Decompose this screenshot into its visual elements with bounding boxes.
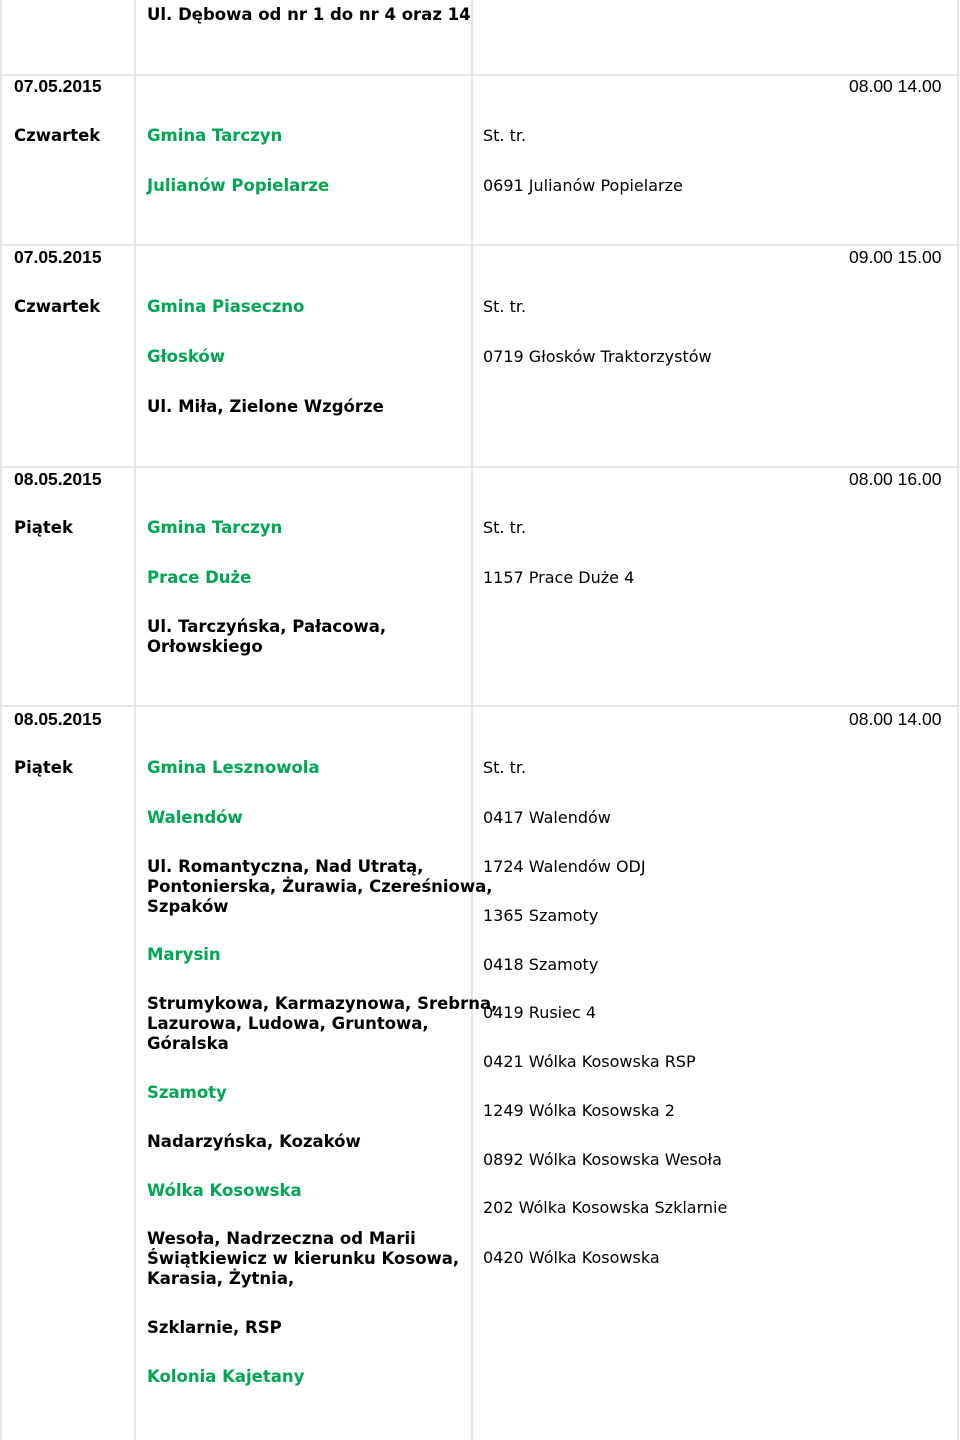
gmina-name: Gmina Lesznowola <box>147 758 320 777</box>
street-list: Wesoła, Nadrzeczna od Marii <box>147 1229 416 1248</box>
station-name: 202 Wólka Kosowska Szklarnie <box>483 1198 728 1217</box>
hours: 08.00 14.00 <box>849 76 942 96</box>
row-divider <box>0 74 960 76</box>
station-name: 0691 Julianów Popielarze <box>483 176 683 195</box>
row-divider <box>0 466 960 468</box>
locality-name: Kolonia Kajetany <box>147 1367 305 1386</box>
locality-name: Głosków <box>147 347 225 366</box>
station-name: 0419 Rusiec 4 <box>483 1003 597 1022</box>
date: 07.05.2015 <box>14 247 102 267</box>
station-type: St. tr. <box>483 758 527 777</box>
street-list: Ul. Miła, Zielone Wzgórze <box>147 397 384 416</box>
station-name: 0421 Wólka Kosowska RSP <box>483 1052 696 1071</box>
locality-name: Szamoty <box>147 1083 227 1102</box>
hours: 08.00 14.00 <box>849 709 942 729</box>
locality-name: Marysin <box>147 945 221 964</box>
station-name: 1365 Szamoty <box>483 906 599 925</box>
row-divider <box>0 244 960 246</box>
weekday: Piątek <box>14 518 73 537</box>
hours: 09.00 15.00 <box>849 247 942 267</box>
gmina-name: Gmina Tarczyn <box>147 518 283 537</box>
column-divider <box>471 0 473 1440</box>
street-list: Pontonierska, Żurawia, Czereśniowa, <box>147 877 493 896</box>
locality-name: Wólka Kosowska <box>147 1181 302 1200</box>
hours: 08.00 16.00 <box>849 469 942 489</box>
station-name: 1249 Wólka Kosowska 2 <box>483 1101 675 1120</box>
street-list: Góralska <box>147 1034 229 1053</box>
locality-name: Julianów Popielarze <box>147 176 330 195</box>
street-list: Szpaków <box>147 897 229 916</box>
weekday: Piątek <box>14 758 73 777</box>
street-list: Świątkiewicz w kierunku Kosowa, <box>147 1249 460 1268</box>
date: 08.05.2015 <box>14 469 102 489</box>
station-name: 0892 Wólka Kosowska Wesoła <box>483 1150 722 1169</box>
table-border-right <box>957 0 959 1440</box>
table-border-left <box>0 0 2 1440</box>
street-list: Ul. Dębowa od nr 1 do nr 4 oraz 14 <box>147 5 471 24</box>
weekday: Czwartek <box>14 297 101 316</box>
date: 08.05.2015 <box>14 709 102 729</box>
station-name: 0420 Wólka Kosowska <box>483 1248 660 1267</box>
station-name: 0417 Walendów <box>483 808 611 827</box>
locality-name: Prace Duże <box>147 568 252 587</box>
station-name: 0418 Szamoty <box>483 955 599 974</box>
column-divider <box>134 0 136 1440</box>
street-list: Orłowskiego <box>147 637 263 656</box>
street-list: Karasia, Żytnia, <box>147 1269 295 1288</box>
street-list: Ul. Romantyczna, Nad Utratą, <box>147 857 424 876</box>
street-list: Strumykowa, Karmazynowa, Srebrna, <box>147 994 498 1013</box>
station-name: 0719 Głosków Traktorzystów <box>483 347 712 366</box>
date: 07.05.2015 <box>14 76 102 96</box>
station-name: 1157 Prace Duże 4 <box>483 568 635 587</box>
weekday: Czwartek <box>14 126 101 145</box>
street-list: Ul. Tarczyńska, Pałacowa, <box>147 617 387 636</box>
street-list: Nadarzyńska, Kozaków <box>147 1132 361 1151</box>
row-divider <box>0 705 960 707</box>
gmina-name: Gmina Piaseczno <box>147 297 305 316</box>
street-list: Szklarnie, RSP <box>147 1318 282 1337</box>
gmina-name: Gmina Tarczyn <box>147 126 283 145</box>
station-type: St. tr. <box>483 126 527 145</box>
locality-name: Walendów <box>147 808 243 827</box>
station-type: St. tr. <box>483 297 527 316</box>
station-type: St. tr. <box>483 518 527 537</box>
street-list: Lazurowa, Ludowa, Gruntowa, <box>147 1014 429 1033</box>
station-name: 1724 Walendów ODJ <box>483 857 646 876</box>
